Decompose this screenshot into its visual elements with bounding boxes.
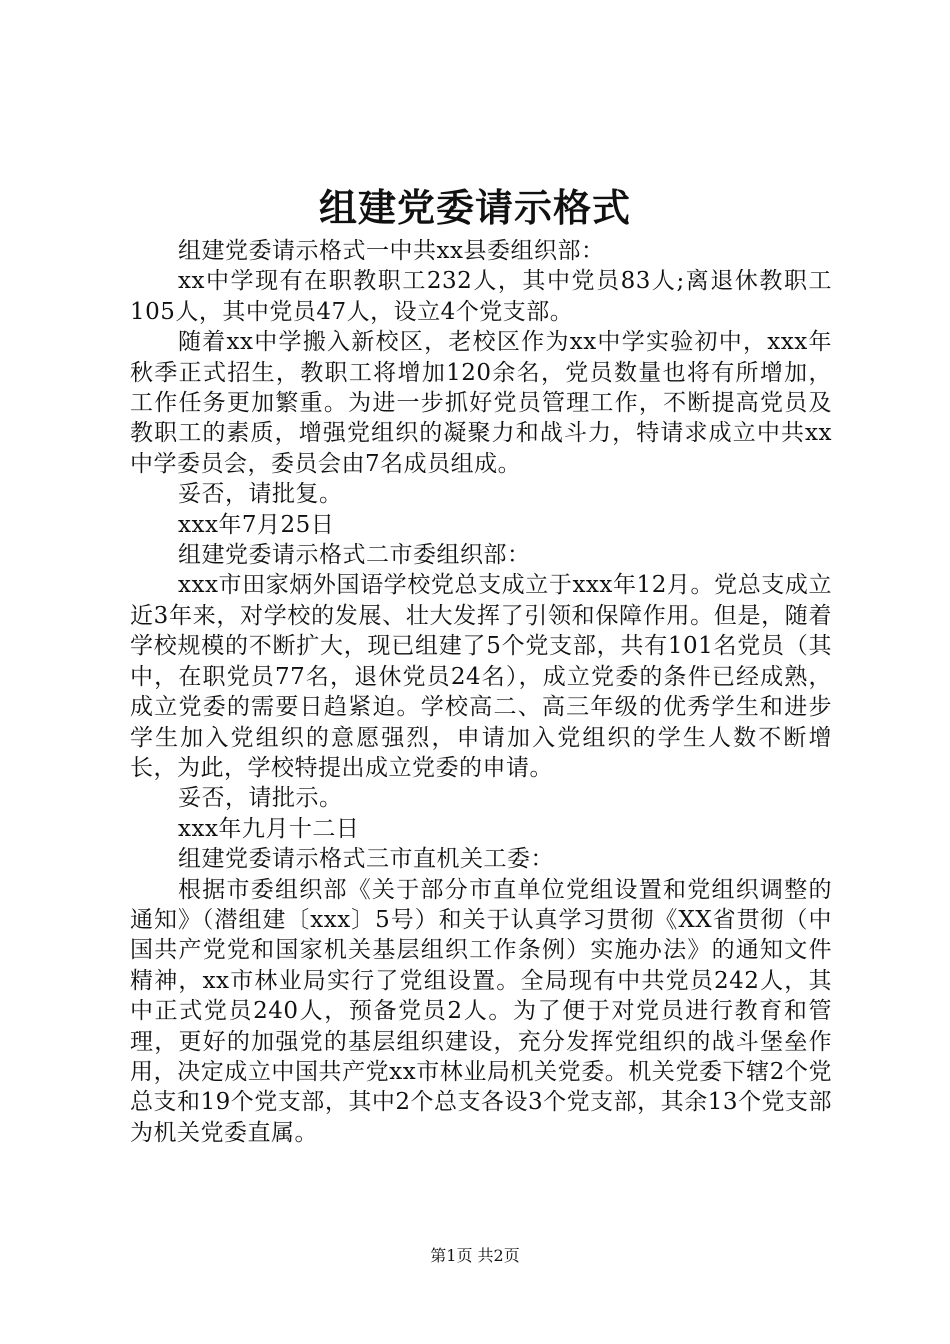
paragraph-date: xxx年7月25日	[178, 511, 335, 538]
paragraph: xx中学现有在职教职工232人，其中党员83人;离退休教职工105人，其中党员47人，设立4个党支部。	[130, 268, 832, 325]
paragraph-closing: 妥否，请批示。	[178, 785, 343, 812]
paragraph: 根据市委组织部《关于部分市直单位党组设置和党组织调整的通知》（潜组建〔xxx〕5号）和关于认真学习贯彻《XX省贯彻（中国共产党党和国家机关基层组织工作条例）实施办法》的通知文件精神，xx市林业局实行了党组设置。全局现有中共党员242人，其中正式党员240人，预备党员2人。为了便于对党员进行教育和管理，更好的加强党的基层组织建设，充分发挥党组织的战斗堡垒作用，决定成立中国共产党xx市林业局机关党委。机关党委下辖2个党总支和19个党支部，其中2个总支各设3个党支部，其余13个党支部为机关党委直属。	[130, 876, 832, 1146]
paragraph: 随着xx中学搬入新校区，老校区作为xx中学实验初中，xxx年秋季正式招生，教职工将增加120余名，党员数量也将有所增加，工作任务更加繁重。为进一步抓好党员管理工作，不断提高党员及教职工的素质，增强党组织的凝聚力和战斗力，特请求成立中共xx中学委员会，委员会由7名成员组成。	[130, 329, 832, 477]
paragraph-date: xxx年九月十二日	[178, 815, 360, 842]
page-number-footer: 第1页 共2页	[430, 1246, 520, 1265]
document-title: 组建党委请示格式	[318, 185, 631, 230]
paragraph: xxx市田家炳外国语学校党总支成立于xxx年12月。党总支成立近3年来，对学校的发展、壮大发挥了引领和保障作用。但是，随着学校规模的不断扩大，现已组建了5个党支部，共有101名党员（其中，在职党员77名，退休党员24名），成立党委的条件已经成熟，成立党委的需要日趋紧迫。学校高二、高三年级的优秀学生和进步学生加入党组织的意愿强烈，申请加入党组织的学生人数不断增长，为此，学校特提出成立党委的申请。	[130, 572, 832, 781]
paragraph-heading-2: 组建党委请示格式二市委组织部：	[178, 542, 531, 569]
paragraph-heading-1: 组建党委请示格式一中共xx县委组织部：	[178, 238, 605, 264]
paragraph-closing: 妥否，请批复。	[178, 481, 343, 508]
paragraph-heading-3: 组建党委请示格式三市直机关工委：	[178, 846, 554, 873]
document-body	[130, 236, 832, 1148]
